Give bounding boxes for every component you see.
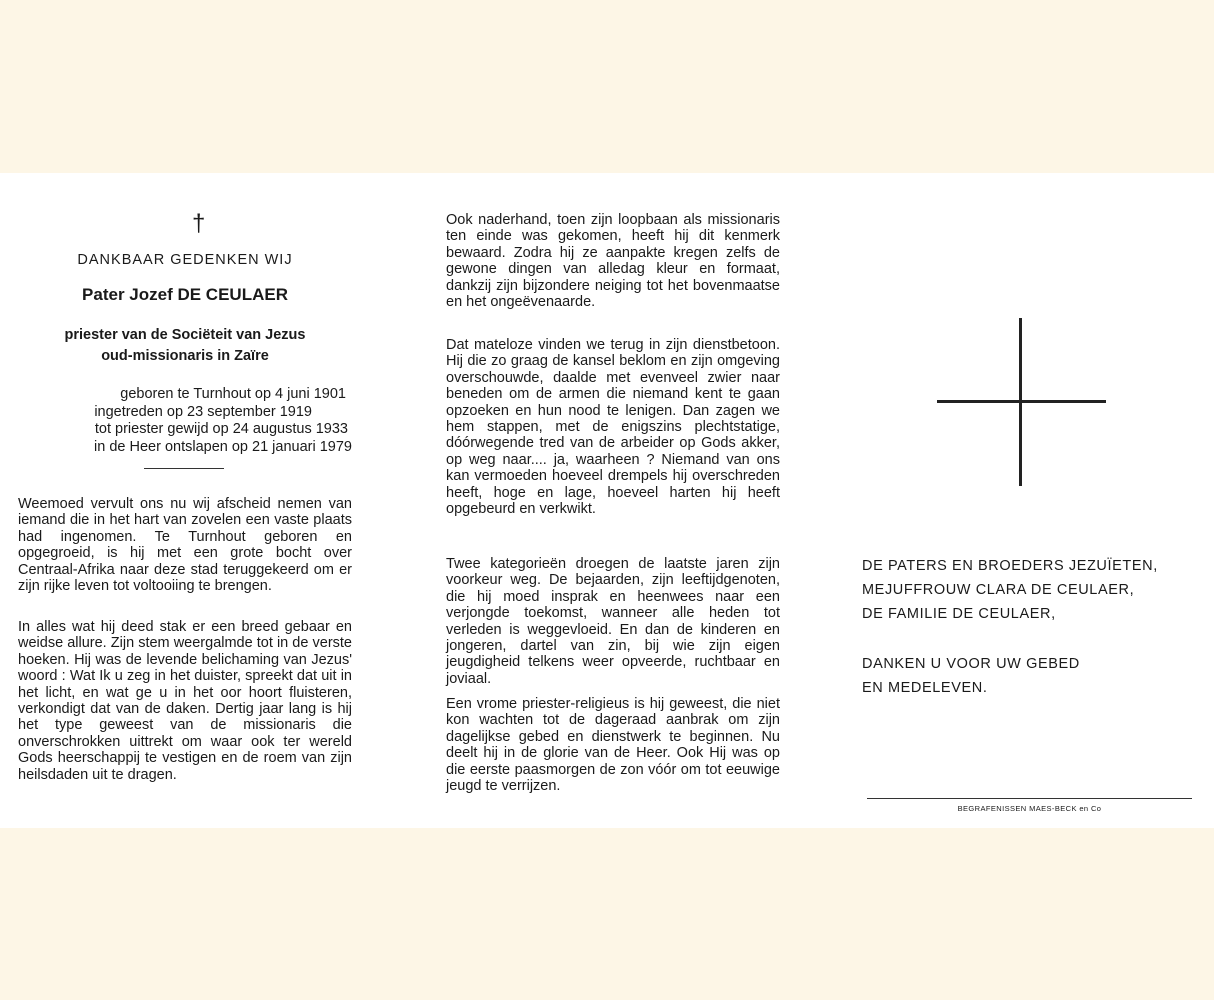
funeral-home-credit: BEGRAFENISSEN MAES-BECK en Co	[957, 804, 1102, 813]
role-line-1: priester van de Sociëteit van Jezus	[64, 327, 306, 343]
family-line: MEJUFFROUW CLARA DE CEULAER,	[862, 582, 1135, 598]
paragraph: In alles wat hij deed stak er een breed gebaar en weidse allure. Zijn stem weergalmde tot in de verste hoeken. Hij was de levende belichaming van Jezus' woord : Wat Ik u zeg in het duister, spreekt dat uit in het licht, en wat ge u in het oor hoort fluisteren, verkondigt dat van de daken. Dertig jaar lang is hij het type geweest van de missionaris die onverschrokken uittrekt om waar ook ter wereld Gods heerschappij te vestigen en de roem van zijn heilsdaden uit te dragen.	[18, 619, 352, 783]
deceased-name: Pater Jozef DE CEULAER	[82, 285, 288, 304]
paragraph: Weemoed vervult ons nu wij afscheid nemen van iemand die in het hart van zovelen een vaste plaats had ingenomen. Te Turnhout geboren en opgegroeid, is hij met een grote bocht over Centraal-Afrika naar deze stad teruggekeerd om er zijn rijke leven tot voltooiing te brengen.	[18, 496, 352, 595]
large-cross-icon-bar	[937, 400, 1106, 403]
paragraph: Dat mateloze vinden we terug in zijn dienstbetoon. Hij die zo graag de kansel beklom en zijn omgeving overschouwde, daalde met evenveel zwier naar beneden om de armen die niemand kent te gaan opzoeken en hun nood te lenigen. Dan zagen we hem stappen, met de enigszins plechtstatige, dóórwegende tred van de arbeider op Gods akker, op weg naar.... ja, waarheen ? Niemand van ons kan vermoeden hoeveel drempels hij overschreden heeft, hoge en lage, hoeveel harten hij heeft opgebeurd en verkwikt.	[446, 337, 780, 518]
date-born: geboren te Turnhout op 4 juni 1901	[120, 386, 346, 402]
thanks-line: EN MEDELEVEN.	[862, 680, 988, 696]
paragraph: Twee kategorieën droegen de laatste jaren zijn voorkeur weg. De bejaarden, zijn leeftijdgenoten, die hij moed insprak en heenwees naar een verjongde toekomst, wanneer alle heden tot verleden is weggevloeid. En dan de kinderen en jongeren, dartel van zin, bij wie zijn eigen jeugdigheid telkens weer opveerde, ruchtbaar en joviaal.	[446, 556, 780, 687]
date-ordained: tot priester gewijd op 24 augustus 1933	[94, 421, 348, 437]
footer-divider	[867, 798, 1192, 799]
family-line: DE PATERS EN BROEDERS JEZUÏETEN,	[862, 558, 1158, 574]
heading-dankbaar: DANKBAAR GEDENKEN WIJ	[77, 252, 293, 268]
family-list	[862, 554, 1158, 626]
role-line-2: oud-missionaris in Zaïre	[101, 348, 269, 364]
family-line: DE FAMILIE DE CEULAER,	[862, 606, 1056, 622]
life-dates	[18, 386, 352, 456]
memorial-card	[0, 173, 1214, 828]
divider	[144, 468, 224, 469]
cross-icon: †	[192, 210, 206, 237]
thanks-message	[862, 652, 1080, 700]
date-entered: ingetreden op 23 september 1919	[94, 403, 312, 420]
paragraph: Ook naderhand, toen zijn loopbaan als missionaris ten einde was gekomen, heeft hij dit kenmerk bewaard. Zodra hij ze aanpakte kregen zelfs de gewone dingen van alledag kleur en formaat, dankzij zijn bijzondere neiging tot het bovenmaatse en het ongeëvenaarde.	[446, 212, 780, 311]
date-died: in de Heer ontslapen op 21 januari 1979	[94, 438, 352, 455]
thanks-line: DANKEN U VOOR UW GEBED	[862, 656, 1080, 672]
paragraph: Een vrome priester-religieus is hij geweest, die niet kon wachten tot de dageraad aanbrak om zijn dagelijkse gebed en dienstwerk te beginnen. Nu deelt hij in de glorie van de Heer. Ook Hij was op die eerste paasmorgen de zon vóór om tot eeuwige jeugd te verrijzen.	[446, 696, 780, 795]
